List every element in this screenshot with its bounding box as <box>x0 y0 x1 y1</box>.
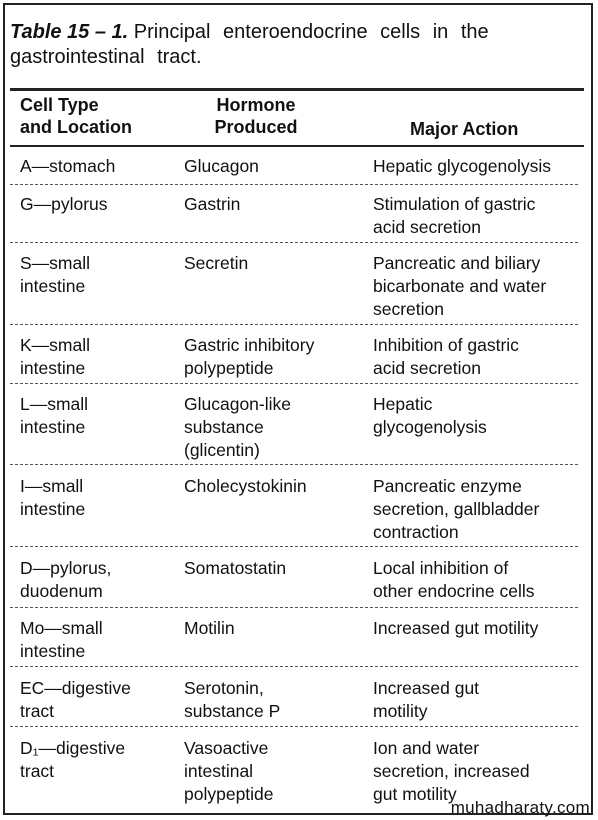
cell-location: S—small intestine <box>20 253 91 296</box>
cell-location: I—small intestine <box>20 476 86 519</box>
table-title: Principal enteroendocrine cells in the gastrointestinal tract. <box>10 21 489 68</box>
header-hormone: Hormone Produced <box>214 95 298 137</box>
row-divider <box>10 607 578 608</box>
table-caption <box>10 20 580 70</box>
row-divider <box>10 383 578 384</box>
cell-location: D—pylorus, duodenum <box>20 558 112 601</box>
header-bottom-rule <box>10 145 584 147</box>
major-action: Increased gut motility <box>373 678 480 721</box>
hormone-produced: Somatostatin <box>184 558 287 578</box>
hormone-produced: Glucagon-like substance (glicentin) <box>184 394 291 460</box>
table-number: Table 15 – 1. <box>10 21 129 43</box>
row-divider <box>10 726 578 727</box>
major-action: Increased gut motility <box>373 618 539 638</box>
cell-location: Mo—small intestine <box>20 618 103 661</box>
row-divider <box>10 184 578 185</box>
row-divider <box>10 464 578 465</box>
row-divider <box>10 242 578 243</box>
major-action: Inhibition of gastric acid secretion <box>373 335 519 378</box>
row-divider <box>10 666 578 667</box>
major-action: Pancreatic and biliary bicarbonate and water secretion <box>373 253 547 319</box>
hormone-produced: Motilin <box>184 618 235 638</box>
cell-location: A—stomach <box>20 156 116 176</box>
row-divider <box>10 546 578 547</box>
row-divider <box>10 324 578 325</box>
cell-location: K—small intestine <box>20 335 91 378</box>
hormone-produced: Vasoactive intestinal polypeptide <box>184 738 274 804</box>
cell-location: EC—digestive tract <box>20 678 131 721</box>
major-action: Hepatic glycogenolysis <box>373 394 487 437</box>
hormone-produced: Serotonin, substance P <box>184 678 281 721</box>
watermark: muhadharaty.com <box>450 798 590 817</box>
hormone-produced: Cholecystokinin <box>184 476 307 496</box>
major-action: Pancreatic enzyme secretion, gallbladder contraction <box>373 476 540 542</box>
header-cell-type: Cell Type and Location <box>20 95 132 137</box>
cell-location: L—small intestine <box>20 394 89 437</box>
hormone-produced: Gastric inhibitory polypeptide <box>184 335 315 378</box>
major-action: Local inhibition of other endocrine cells <box>373 558 535 601</box>
hormone-produced: Gastrin <box>184 194 241 214</box>
cell-location: G—pylorus <box>20 194 108 214</box>
cell-location: D₁—digestive tract <box>20 738 126 781</box>
major-action: Ion and water secretion, increased gut motility <box>373 738 530 804</box>
major-action: Stimulation of gastric acid secretion <box>373 194 536 237</box>
header-top-rule <box>10 88 584 91</box>
hormone-produced: Secretin <box>184 253 249 273</box>
major-action: Hepatic glycogenolysis <box>373 156 552 176</box>
header-major-action: Major Action <box>410 119 519 139</box>
hormone-produced: Glucagon <box>184 156 259 176</box>
